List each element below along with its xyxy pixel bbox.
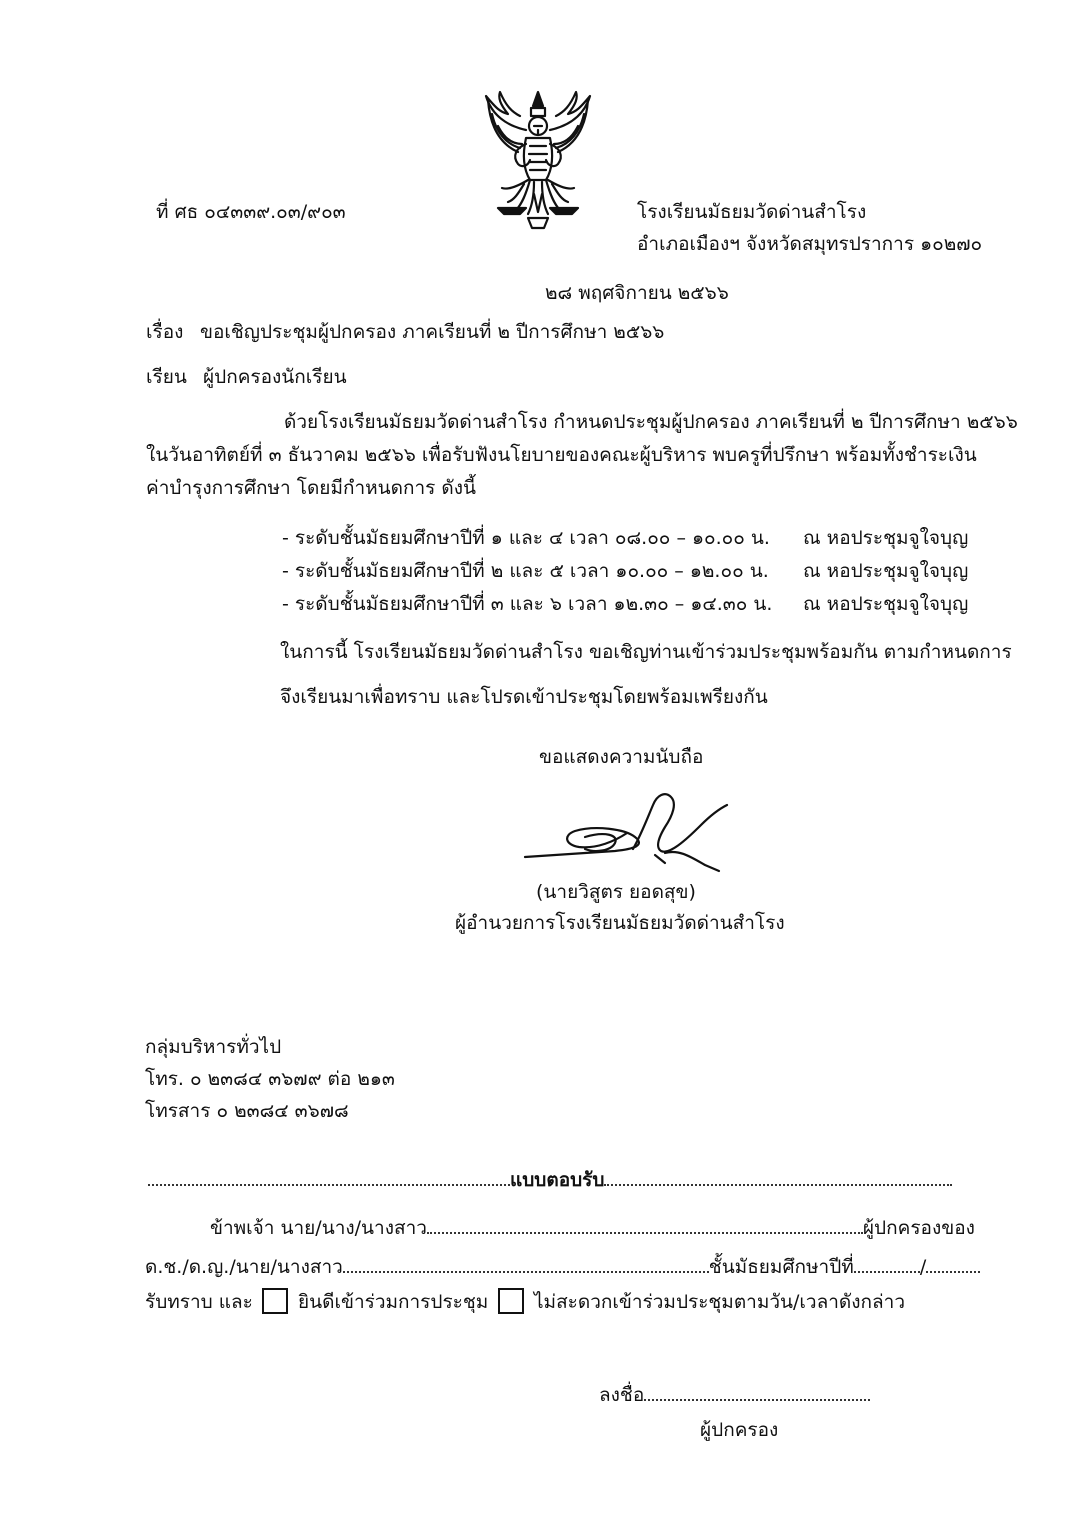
guardian-of-label: ผู้ปกครองของ <box>862 1217 975 1239</box>
parent-name-label: ข้าพเจ้า นาย/นาง/นางสาว <box>210 1217 427 1239</box>
schedule-row-1-place: ณ หอประชุมจูใจบุญ <box>803 527 969 549</box>
parent-name-field[interactable] <box>427 1216 863 1234</box>
body-paragraph-1-line-3: ค่าบำรุงการศึกษา โดยมีกำหนดการ ดังนี้ <box>146 477 477 499</box>
body-paragraph-1-line-1: ด้วยโรงเรียนมัธยมวัดด่านสำโรง กำหนดประชุมผู้ปกครอง ภาคเรียนที่ ๒ ปีการศึกษา ๒๕๖๖ <box>284 411 1018 433</box>
subject-text: ขอเชิญประชุมผู้ปกครอง ภาคเรียนที่ ๒ ปีการศึกษา ๒๕๖๖ <box>200 321 665 343</box>
schedule-row-2-level: - ระดับชั้นมัธยมศึกษาปีที่ ๒ และ ๕ เวลา ๑๐.๐๐ – ๑๒.๐๐ น. <box>282 560 769 582</box>
signer-title: ผู้อำนวยการโรงเรียนมัธยมวัดด่านสำโรง <box>455 912 785 934</box>
fax-number: โทรสาร ๐ ๒๓๘๔ ๓๖๗๘ <box>145 1100 349 1122</box>
salutation-text: ผู้ปกครองนักเรียน <box>203 366 347 388</box>
letter-date: ๒๘ พฤศจิกายน ๒๕๖๖ <box>545 282 729 304</box>
school-address: อำเภอเมืองฯ จังหวัดสมุทรปราการ ๑๐๒๗๐ <box>637 233 983 255</box>
schedule-row-3-level: - ระดับชั้นมัธยมศึกษาปีที่ ๓ และ ๖ เวลา ๑๒.๓๐ – ๑๔.๓๐ น. <box>282 593 773 615</box>
attend-option-label: ยินดีเข้าร่วมการประชุม <box>298 1291 489 1313</box>
reply-form-title-line <box>148 1168 952 1192</box>
decline-checkbox[interactable] <box>498 1288 524 1314</box>
reply-form-line-2 <box>145 1255 980 1279</box>
body-paragraph-1-line-2: ในวันอาทิตย์ที่ ๓ ธันวาคม ๒๕๖๖ เพื่อรับฟังนโยบายของคณะผู้บริหาร พบครูที่ปรึกษา พร้อมทั้งชำระเงิน <box>146 444 977 466</box>
parent-signature-line <box>599 1383 870 1407</box>
student-name-field[interactable] <box>343 1255 709 1273</box>
garuda-emblem <box>478 86 598 234</box>
grade-label: ชั้นมัธยมศึกษาปีที่ <box>708 1256 854 1278</box>
salutation-label: เรียน <box>146 366 187 388</box>
decline-option-label: ไม่สะดวกเข้าร่วมประชุมตามวัน/เวลาดังกล่าว <box>534 1291 906 1313</box>
parent-role-label: ผู้ปกครอง <box>700 1419 779 1441</box>
schedule-row-1-level: - ระดับชั้นมัธยมศึกษาปีที่ ๑ และ ๔ เวลา ๐๘.๐๐ – ๑๐.๐๐ น. <box>282 527 770 549</box>
signer-name: (นายวิสูตร ยอดสุข) <box>536 881 696 903</box>
body-paragraph-3: จึงเรียนมาเพื่อทราบ และโปรดเข้าประชุมโดยพร้อมเพรียงกัน <box>280 686 768 708</box>
reply-form-title: แบบตอบรับ <box>510 1169 605 1191</box>
sign-label: ลงชื่อ <box>599 1384 645 1406</box>
closing-regards: ขอแสดงความนับถือ <box>539 746 704 768</box>
reply-form-line-1 <box>210 1216 975 1240</box>
grade-level-field[interactable] <box>854 1255 920 1273</box>
acknowledge-label: รับทราบ และ <box>145 1291 253 1313</box>
schedule-row-3-place: ณ หอประชุมจูใจบุญ <box>803 593 969 615</box>
body-paragraph-2: ในการนี้ โรงเรียนมัธยมวัดด่านสำโรง ขอเชิญท่านเข้าร่วมประชุมพร้อมกัน ตามกำหนดการ <box>280 641 1012 663</box>
department-name: กลุ่มบริหารทั่วไป <box>145 1036 282 1058</box>
subject-label: เรื่อง <box>146 321 184 343</box>
student-name-label: ด.ช./ด.ญ./นาย/นางสาว <box>145 1256 343 1278</box>
school-name: โรงเรียนมัธยมวัดด่านสำโรง <box>637 201 867 223</box>
classroom-field[interactable] <box>926 1255 980 1273</box>
director-signature <box>515 785 740 875</box>
parent-signature-field[interactable] <box>644 1383 870 1401</box>
phone-number: โทร. ๐ ๒๓๘๔ ๓๖๗๙ ต่อ ๒๑๓ <box>145 1068 395 1090</box>
schedule-row-2-place: ณ หอประชุมจูใจบุญ <box>803 560 969 582</box>
attend-checkbox[interactable] <box>262 1288 288 1314</box>
reference-number: ที่ ศธ ๐๔๓๓๙.๐๓/๙๐๓ <box>156 201 346 223</box>
grade-separator: / <box>919 1256 927 1278</box>
